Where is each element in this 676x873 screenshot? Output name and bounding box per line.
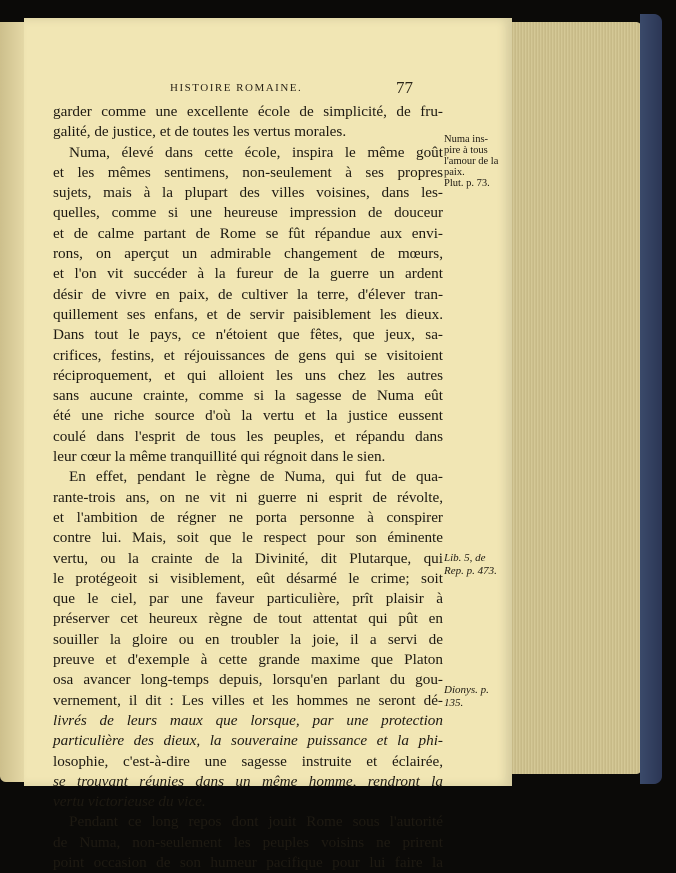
text-line: rons, on aperçut un admirable changement de mœurs, — [53, 245, 443, 263]
text-line: osa avancer long-temps depuis, lorsqu'en parlant du gou- — [53, 671, 443, 689]
text-line: vertu victorieuse du vice. — [53, 793, 206, 811]
text-line: et de calme partant de Rome se fût répandue aux envi- — [53, 224, 443, 242]
text-line: livrés de leurs maux que lorsque, par une protection — [53, 711, 443, 729]
margin-note-dionys — [444, 684, 489, 710]
body-text — [53, 102, 443, 873]
text-line: sans aucune crainte, comme si la sagesse de Numa eût — [53, 387, 443, 405]
text-line: preuve et d'exemple à cette grande maxime que Platon — [53, 651, 443, 669]
margin-note-line: l'amour de la — [444, 156, 499, 167]
text-line: que le ciel, par une faveur particulière, prît plaisir à — [53, 590, 443, 608]
text-line: le protégeoit si visiblement, eût désarmé le crime; soit — [53, 569, 443, 587]
text-line: été une riche source d'où la vertu et la justice eussent — [53, 407, 443, 425]
text-line: En effet, pendant le règne de Numa, qui fut de qua- — [69, 468, 443, 486]
text-line: crifices, festins, et réjouissances de gens qui se visitoient — [53, 346, 443, 364]
text-line: leur cœur la même tranquillité qui régnoit dans le sien. — [53, 448, 386, 466]
text-line: galité, de justice, et de toutes les vertus morales. — [53, 123, 347, 141]
margin-note-line: pire à tous — [444, 145, 488, 156]
text-line: vernement, il dit : Les villes et les hommes ne seront dé- — [53, 691, 443, 709]
margin-note-line: Plut. p. 73. — [444, 178, 490, 189]
margin-note-line: Lib. 5, de — [444, 552, 486, 564]
text-line: de Numa, non-seulement les peuples voisins ne prirent — [53, 833, 443, 851]
facing-page-edge — [0, 22, 24, 782]
text-line: se trouvant réunies dans un même homme, rendront la — [53, 772, 443, 790]
text-line: coulé dans l'esprit de tous les peuples, et répandu dans — [53, 427, 443, 445]
text-line: quelles, comme si une heureuse impression de douceur — [53, 204, 443, 222]
margin-note-line: paix. — [444, 167, 465, 178]
text-line: et les mêmes sentimens, non-seulement à ses propres — [53, 163, 443, 181]
text-line: et l'ambition de régner ne porta personne à conspirer — [53, 508, 443, 526]
text-line: losophie, c'est-à-dire une sagesse instruite et éclairée, — [53, 752, 443, 770]
margin-note-platon — [444, 552, 497, 578]
text-line: contre lui. Mais, soit que le respect pour son éminente — [53, 529, 443, 547]
text-line: réciproquement, et qui alloient les uns chez les autres — [53, 366, 443, 384]
text-line: désir de vivre en paix, de cultiver la terre, d'élever tran- — [53, 285, 443, 303]
text-line: point occasion de son humeur pacifique pour lui faire la — [53, 853, 443, 871]
margin-note-numa — [444, 134, 498, 189]
text-line: et l'on vit succéder à la fureur de la guerre un ardent — [53, 265, 443, 283]
text-line: vertu, ou la crainte de la Divinité, dit Plutarque, qui — [53, 549, 443, 567]
book-fore-edge — [510, 22, 642, 774]
page-number: 77 — [396, 78, 413, 97]
running-title: HISTOIRE ROMAINE. — [170, 82, 303, 94]
text-line: Numa, élevé dans cette école, inspira le même goût — [69, 143, 443, 161]
text-line: sujets, mais à la plupart des villes voisines, dans les- — [53, 184, 443, 202]
text-line: préserver cet heureux règne de tout attentat qui pût en — [53, 610, 443, 628]
book-page — [24, 18, 512, 871]
text-line: rante-trois ans, on ne vit ni guerre ni esprit de révolte, — [53, 488, 443, 506]
text-line: particulière des dieux, la souveraine puissance et la phi- — [53, 732, 443, 750]
text-line: Dans tout le pays, ce n'étoient que fêtes, que jeux, sa- — [53, 326, 443, 344]
text-line: quillement ses enfans, et de servir paisiblement les dieux. — [53, 305, 443, 323]
text-line: garder comme une excellente école de simplicité, de fru- — [53, 103, 443, 120]
text-line: Pendant ce long repos dont jouit Rome sous l'autorité — [69, 813, 443, 831]
margin-note-line: Dionys. p. — [444, 684, 489, 696]
book-cover-edge — [640, 14, 662, 784]
margin-note-line: Rep. p. 473. — [444, 565, 497, 577]
margin-note-line: Numa ins- — [444, 134, 489, 145]
text-line: souiller la gloire ou en troubler la joie, il a servi de — [53, 630, 443, 648]
margin-note-line: 135. — [444, 697, 464, 709]
